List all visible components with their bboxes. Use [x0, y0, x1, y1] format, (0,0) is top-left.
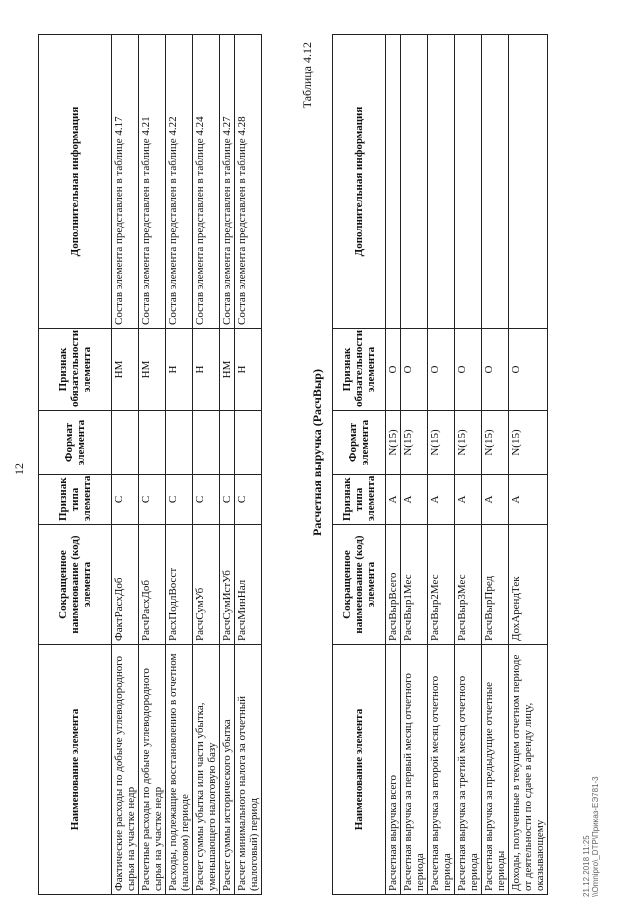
cell-additional-info [386, 35, 401, 329]
cell-additional-info [455, 35, 482, 329]
cell-element-format [220, 411, 235, 475]
cell-element-code: РасчМинНал [235, 525, 262, 645]
cell-additional-info: Состав элемента представлен в таблице 4.22 [166, 35, 193, 329]
cell-element-code: РасхПодлВосст [166, 525, 193, 645]
cell-element-required: НМ [112, 329, 139, 411]
table-row [428, 35, 455, 895]
table-header-row [333, 35, 386, 895]
cell-element-code: РасчВырПред [482, 525, 509, 645]
cell-element-format [112, 411, 139, 475]
print-stamp-date: 21.12.2018 11:25 [582, 835, 591, 897]
cell-element-type: С [235, 475, 262, 525]
cell-element-name: Фактические расходы по добыче углеводородного сырья на участке недр [112, 645, 139, 895]
table-row [235, 35, 262, 895]
header-element-type: Признак типа элемента [39, 475, 112, 525]
cell-element-name: Расчет суммы убытка или части убытка, уменьшающего налоговую базу [193, 645, 220, 895]
cell-element-required: Н [166, 329, 193, 411]
cell-element-required: Н [193, 329, 220, 411]
table-row [386, 35, 401, 895]
cell-element-type: С [139, 475, 166, 525]
cell-element-required: О [509, 329, 548, 411]
cell-element-required: О [482, 329, 509, 411]
cell-element-name: Расчетная выручка за третий месяц отчетного периода [455, 645, 482, 895]
cell-element-code: РасчВыр3Мес [455, 525, 482, 645]
cell-element-type: А [428, 475, 455, 525]
cell-element-code: ДохАрендТек [509, 525, 548, 645]
cell-element-required: О [401, 329, 428, 411]
cell-element-format: N(15) [401, 411, 428, 475]
cell-element-required: Н [235, 329, 262, 411]
cell-additional-info: Состав элемента представлен в таблице 4.27 [220, 35, 235, 329]
header-additional-info: Дополнительная информация [39, 35, 112, 329]
cell-additional-info [509, 35, 548, 329]
header-additional-info: Дополнительная информация [333, 35, 386, 329]
cell-additional-info: Состав элемента представлен в таблице 4.17 [112, 35, 139, 329]
cell-element-code: РасчВыр2Мес [428, 525, 455, 645]
cell-element-required: О [386, 329, 401, 411]
cell-element-type: А [509, 475, 548, 525]
cell-element-code: РасчВырВсего [386, 525, 401, 645]
table-caption: Расчетная выручка (РасчВыр) [310, 369, 324, 536]
cell-element-type: А [482, 475, 509, 525]
cell-element-format: N(15) [455, 411, 482, 475]
table-row [220, 35, 235, 895]
table-row [193, 35, 220, 895]
cell-element-format: N(15) [428, 411, 455, 475]
table-label: Таблица 4.12 [300, 42, 314, 109]
cell-additional-info: Состав элемента представлен в таблице 4.21 [139, 35, 166, 329]
cell-element-format: N(15) [509, 411, 548, 475]
cell-element-code: РасчСумУб [193, 525, 220, 645]
cell-element-format [235, 411, 262, 475]
cell-element-type: С [220, 475, 235, 525]
cell-element-required: О [455, 329, 482, 411]
cell-element-name: Расчетная выручка всего [386, 645, 401, 895]
cell-element-name: Расчет суммы исторического убытка [220, 645, 235, 895]
header-element-name: Наименование элемента [39, 645, 112, 895]
cell-element-type: А [401, 475, 428, 525]
cell-element-code: РасчСумИстУб [220, 525, 235, 645]
table-row [166, 35, 193, 895]
table-row [509, 35, 548, 895]
header-element-format: Формат элемента [39, 411, 112, 475]
cell-element-code: РасчРасхДоб [139, 525, 166, 645]
header-element-required: Признак обязательности элемента [333, 329, 386, 411]
cell-element-type: С [166, 475, 193, 525]
header-element-format: Формат элемента [333, 411, 386, 475]
header-element-type: Признак типа элемента [333, 475, 386, 525]
cell-element-code: ФактРасхДоб [112, 525, 139, 645]
table-row [139, 35, 166, 895]
cell-element-type: С [112, 475, 139, 525]
table-row [401, 35, 428, 895]
cell-element-type: А [455, 475, 482, 525]
print-stamp-path: \\Omnipro\_DTP\Приказ-ЕЭ781-3 [591, 776, 600, 897]
cell-element-name: Расчетная выручка за второй месяц отчетного периода [428, 645, 455, 895]
table-row [112, 35, 139, 895]
header-element-code: Сокращенное наименование (код) элемента [333, 525, 386, 645]
table-row [455, 35, 482, 895]
cell-element-format [166, 411, 193, 475]
cell-element-format: N(15) [386, 411, 401, 475]
cell-additional-info: Состав элемента представлен в таблице 4.28 [235, 35, 262, 329]
table-calculated-revenue [332, 34, 548, 895]
cell-element-format: N(15) [482, 411, 509, 475]
cell-element-type: С [193, 475, 220, 525]
header-element-required: Признак обязательности элемента [39, 329, 112, 411]
cell-element-required: О [428, 329, 455, 411]
cell-additional-info [428, 35, 455, 329]
cell-additional-info [401, 35, 428, 329]
print-stamp [582, 776, 600, 897]
cell-additional-info [482, 35, 509, 329]
cell-element-name: Доходы, полученные в текущем отчетном периоде от деятельности по сдаче в аренду лицу, оказывающему [509, 645, 548, 895]
cell-element-required: НМ [220, 329, 235, 411]
table-elements-main [38, 34, 262, 895]
cell-element-type: А [386, 475, 401, 525]
cell-element-format [193, 411, 220, 475]
cell-element-name: Расчетная выручка за предыдущие отчетные периоды [482, 645, 509, 895]
header-element-name: Наименование элемента [333, 645, 386, 895]
cell-element-name: Расходы, подлежащие восстановлению в отчетном (налоговом) периоде [166, 645, 193, 895]
table-row [482, 35, 509, 895]
cell-element-name: Расчет минимального налога за отчетный (налоговый) период [235, 645, 262, 895]
cell-element-code: РасчВыр1Мес [401, 525, 428, 645]
cell-element-name: Расчетная выручка за первый месяц отчетного периода [401, 645, 428, 895]
cell-element-format [139, 411, 166, 475]
table-header-row [39, 35, 112, 895]
cell-additional-info: Состав элемента представлен в таблице 4.24 [193, 35, 220, 329]
cell-element-required: НМ [139, 329, 166, 411]
page-number: 12 [12, 463, 26, 475]
header-element-code: Сокращенное наименование (код) элемента [39, 525, 112, 645]
cell-element-name: Расчетные расходы по добыче углеводородного сырья на участке недр [139, 645, 166, 895]
